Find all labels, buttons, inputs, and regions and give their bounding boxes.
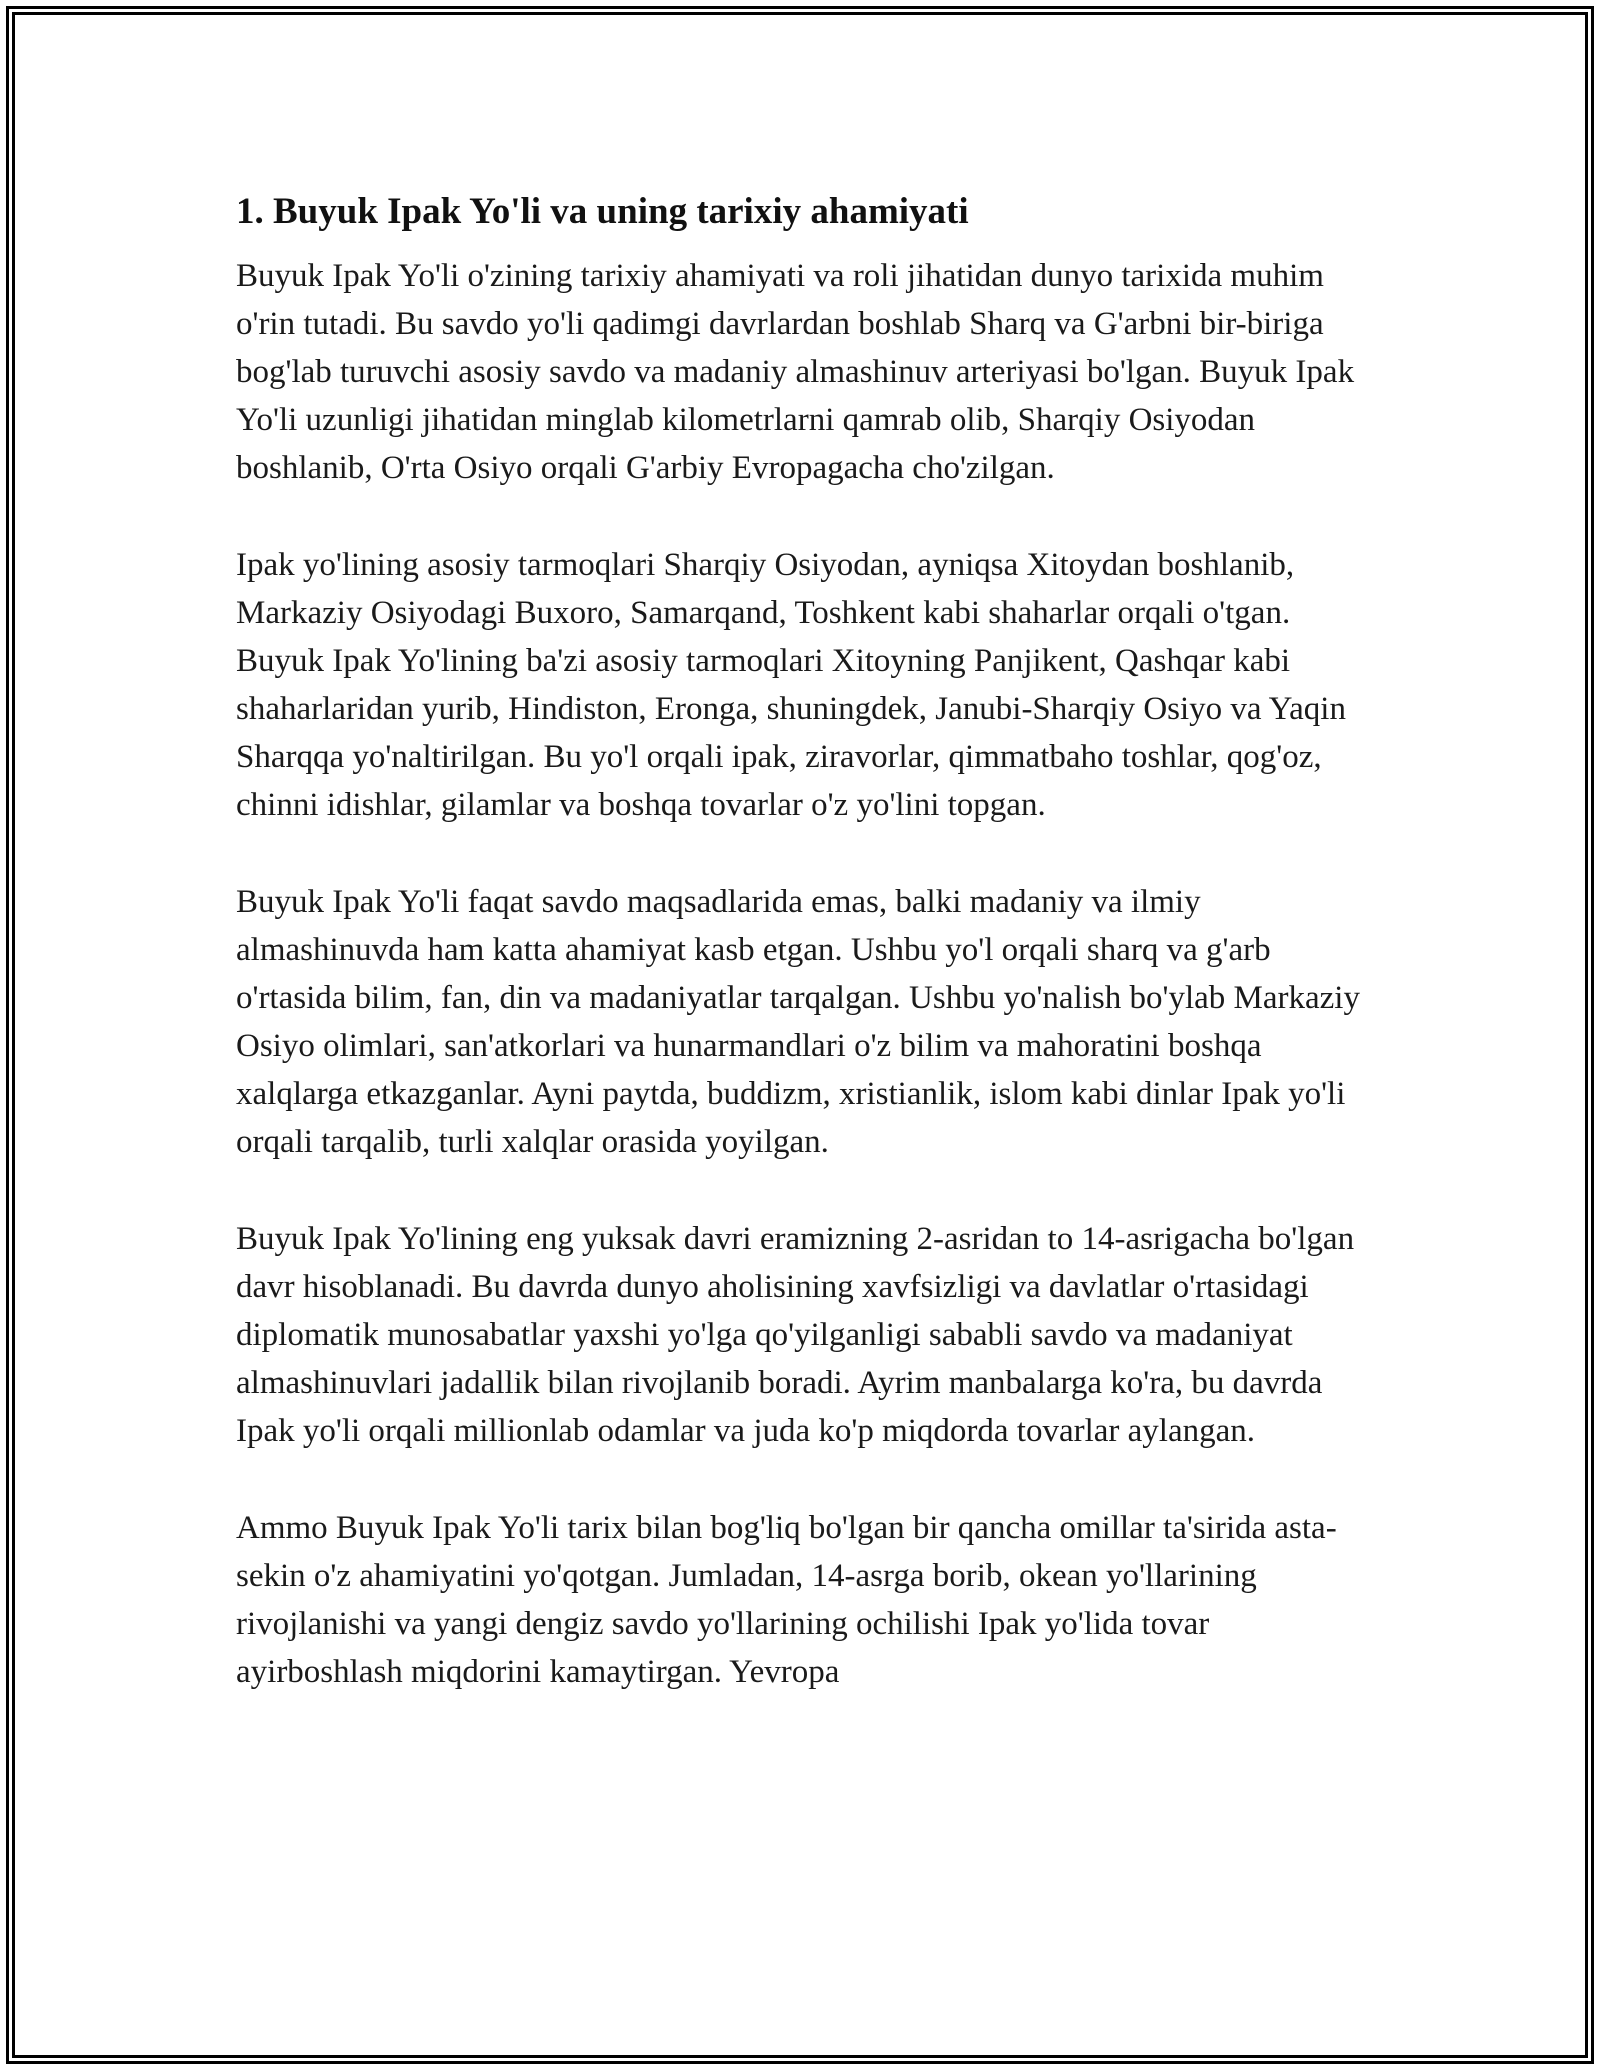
document-body	[236, 186, 1376, 1745]
paragraph-1: Buyuk Ipak Yo'li o'zining tarixiy ahamiyati va roli jihatidan dunyo tarixida muhim o'rin tutadi. Bu savdo yo'li qadimgi davrlardan boshlab Sharq va G'arbni bir-biriga bog'lab turuvchi asosiy savdo va madaniy almashinuv arteriyasi bo'lgan. Buyuk Ipak Yo'li uzunligi jihatidan minglab kilometrlarni qamrab olib, Sharqiy Osiyodan boshlanib, O'rta Osiyo orqali G'arbiy Evropagacha cho'zilgan.	[236, 258, 1355, 486]
paragraph-2: Ipak yo'lining asosiy tarmoqlari Sharqiy Osiyodan, ayniqsa Xitoydan boshlanib, Markaziy Osiyodagi Buxoro, Samarqand, Toshkent kabi shaharlar orqali o'tgan. Buyuk Ipak Yo'lining ba'zi asosiy tarmoqlari Xitoyning Panjikent, Qashqar kabi shaharlaridan yurib, Hindiston, Eronga, shuningdek, Janubi-Sharqiy Osiyo va Yaqin Sharqqa yo'naltirilgan. Bu yo'l orqali ipak, ziravorlar, qimmatbaho toshlar, qog'oz, chinni idishlar, gilamlar va boshqa tovarlar o'z yo'lini topgan.	[236, 547, 1346, 823]
paragraph-5: Ammo Buyuk Ipak Yo'li tarix bilan bog'liq bo'lgan bir qancha omillar ta'sirida asta-sekin o'z ahamiyatini yo'qotgan. Jumladan, 14-asrga borib, okean yo'llarining rivojlanishi va yangi dengiz savdo yo'llarining ochilishi Ipak yo'lida tovar ayirboshlash miqdorini kamaytirgan. Yevropa	[236, 1510, 1337, 1690]
paragraph-4: Buyuk Ipak Yo'lining eng yuksak davri eramizning 2-asridan to 14-asrigacha bo'lgan davr hisoblanadi. Bu davrda dunyo aholisining xavfsizligi va davlatlar o'rtasidagi diplomatik munosabatlar yaxshi yo'lga qo'yilganligi sababli savdo va madaniyat almashinuvlari jadallik bilan rivojlanib boradi. Ayrim manbalarga ko'ra, bu davrda Ipak yo'li orqali millionlab odamlar va juda ko'p miqdorda tovarlar aylangan.	[236, 1221, 1355, 1449]
section-heading: 1. Buyuk Ipak Yo'li va uning tarixiy ahamiyati	[236, 191, 969, 232]
paragraph-3: Buyuk Ipak Yo'li faqat savdo maqsadlarida emas, balki madaniy va ilmiy almashinuvda ham katta ahamiyat kasb etgan. Ushbu yo'l orqali sharq va g'arb o'rtasida bilim, fan, din va madaniyatlar tarqalgan. Ushbu yo'nalish bo'ylab Markaziy Osiyo olimlari, san'atkorlari va hunarmandlari o'z bilim va mahoratini boshqa xalqlarga etkazganlar. Ayni paytda, buddizm, xristianlik, islom kabi dinlar Ipak yo'li orqali tarqalib, turli xalqlar orasida yoyilgan.	[236, 884, 1360, 1160]
